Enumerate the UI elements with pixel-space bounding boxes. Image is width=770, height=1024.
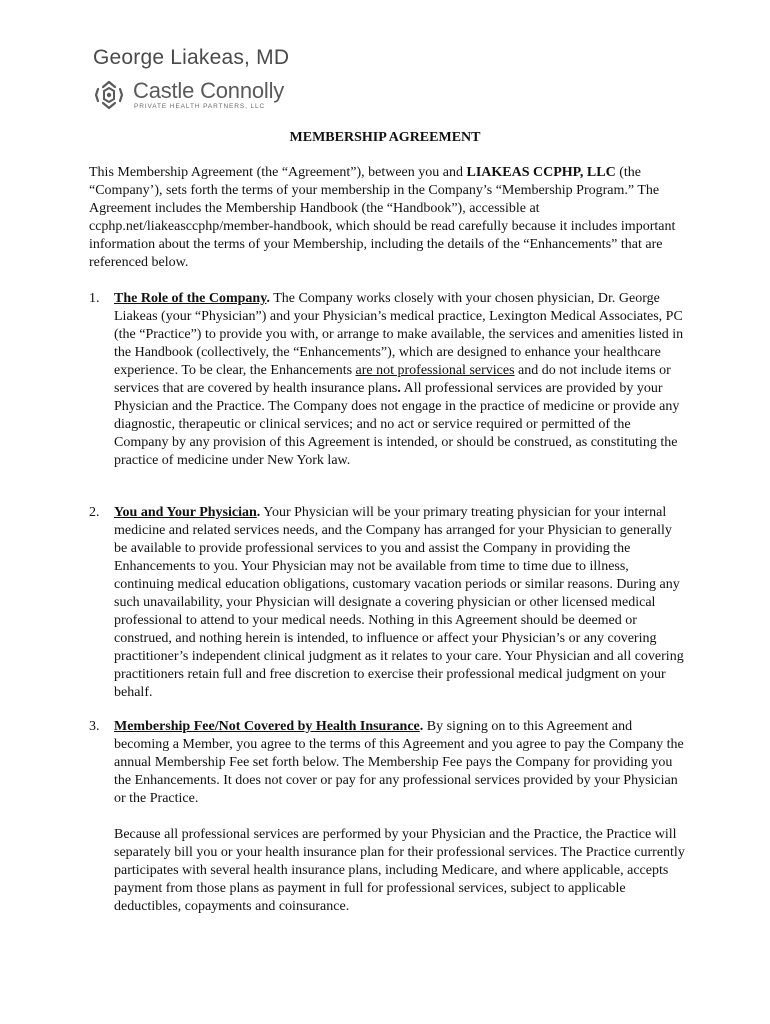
intro-text-a: This Membership Agreement (the “Agreement”), between you and (89, 165, 467, 180)
castle-connolly-emblem-icon (93, 79, 125, 111)
section-paragraph (114, 290, 686, 470)
section-heading: The Role of the Company (114, 291, 267, 306)
section-number: 3. (89, 719, 100, 734)
section-you-and-physician (89, 504, 686, 702)
section-role-of-company (89, 290, 686, 470)
section-paragraph-2: Because all professional services are performed by your Physician and the Practice, the Practice will separately bill you or your health insurance plan for their professional services. The Practice currently participates with several health insurance plans, including Medicare, and where applicable, accepts payment from those plans as payment in full for professional services, subject to applicable deductibles, copayments and coinsurance. (114, 827, 685, 914)
section-heading-period: . (419, 719, 424, 734)
firm-subtitle: PRIVATE HEALTH PARTNERS, LLC (134, 103, 266, 110)
intro-text-b: (the “Company’), sets forth the terms of your membership in the Company’s “Membership Program.” The Agreement includes the Membership Handbook (the “Handbook”), accessible at ccphp.net/liakeasccphp/member-handbook, which should be read carefully because it includes important information about the terms of your Membership, including the details of the “Enhancements” that are referenced below. (89, 165, 676, 270)
section-number: 2. (89, 505, 100, 520)
document-title: MEMBERSHIP AGREEMENT (289, 130, 481, 145)
intro-paragraph (89, 164, 685, 272)
section-body: By signing on to this Agreement and becoming a Member, you agree to the terms of this Agreement and you agree to pay the Company the annual Membership Fee set forth below. The Membership Fee pays the Company for providing you the Enhancements. It does not cover or pay for any professional services provided by your Physician or the Practice. (114, 719, 684, 806)
section-heading-period: . (256, 505, 261, 520)
company-name: LIAKEAS CCPHP, LLC (466, 165, 616, 180)
section-heading-period: . (266, 291, 270, 306)
section-heading: Membership Fee/Not Covered by Health Insurance (114, 719, 420, 734)
section-paragraph (114, 504, 686, 702)
section-text-a: The Company works closely with your chosen physician, Dr. George Liakeas (your “Physician”) and your Physician’s medical practice, Lexington Medical Associates, PC (the “Practice”) to provide you with, or arrange to make available, the services and amenities listed in the Handbook (collectively, the “Enhancements”), which are designed to enhance your healthcare experience. To be clear, the Enhancements (114, 291, 684, 378)
section-number: 1. (89, 291, 100, 306)
firm-name: Castle Connolly (133, 78, 285, 103)
section-body: Your Physician will be your primary treating physician for your internal medicine and related services needs, and the Company has arranged for your Physician to generally be available to provide professional services to you and assist the Company in providing the Enhancements to you. Your Physician may not be available from time to time due to illness, continuing medical education obligations, customary vacation periods or similar reasons. During any such unavailability, your Physician will designate a covering physician or other licensed medical professional to attend to your medical needs. Nothing in this Agreement should be deemed or construed, and nothing herein is intended, to influence or affect your Physician’s or any covering practitioner’s independent clinical judgment as it relates to your care. Your Physician and all covering practitioners retain full and free discretion to exercise their professional medical judgment on your behalf. (114, 505, 684, 700)
doctor-name: George Liakeas, MD (93, 46, 290, 69)
section-paragraph (114, 718, 686, 808)
section-membership-fee (89, 718, 686, 916)
bold-period: . (397, 381, 401, 396)
underlined-phrase: are not professional services (355, 363, 515, 378)
section-text-c: All professional services are provided by your Physician and the Practice. The Company does not engage in the practice of medicine or provide any diagnostic, therapeutic or clinical services; and no act or service required or permitted of the Company by any provision of this Agreement is intended, or should be construed, as constituting the practice of medicine under New York law. (114, 381, 680, 468)
section-text-b: and do not include items or services that are covered by health insurance plans (114, 363, 671, 396)
section-heading: You and Your Physician (114, 505, 257, 520)
